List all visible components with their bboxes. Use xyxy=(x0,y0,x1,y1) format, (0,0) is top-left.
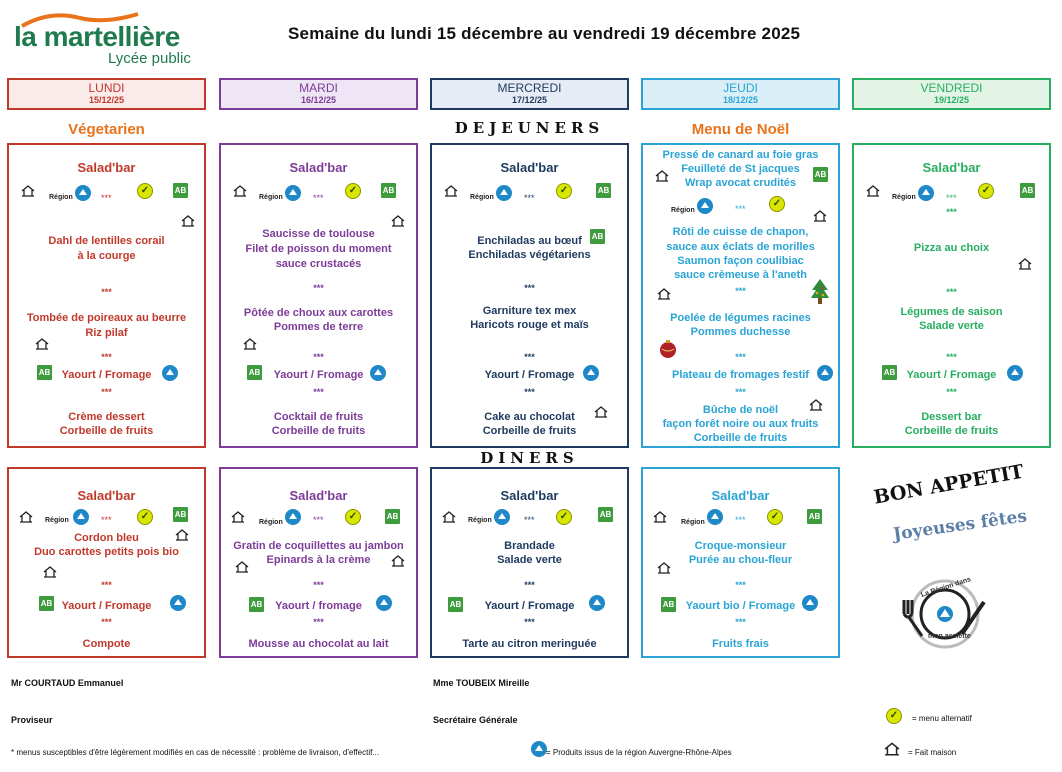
menu-item: Croque-monsieur xyxy=(694,540,787,552)
menu-item: sauce aux éclats de morilles xyxy=(666,241,815,253)
menu-item: Poelée de légumes racines xyxy=(670,312,811,324)
stars-separator: *** xyxy=(101,352,112,362)
homemade-icon xyxy=(21,185,35,197)
stars-separator: *** xyxy=(101,287,112,297)
day-name: MARDI xyxy=(299,81,338,95)
stars-separator: *** xyxy=(313,580,324,590)
menu-item: Rôti de cuisse de chapon, xyxy=(672,226,809,238)
menu-item: Feuilleté de St jacques xyxy=(681,163,800,175)
menu-item: Fruits frais xyxy=(712,638,769,650)
secretary-title: Secrétaire Générale xyxy=(433,715,518,725)
legend-homemade-icon xyxy=(884,742,900,756)
organic-ab-icon: AB xyxy=(596,183,611,198)
menu-item: Corbeille de fruits xyxy=(482,425,577,437)
menu-item: Crème dessert xyxy=(68,411,145,423)
stars-separator: *** xyxy=(735,352,746,362)
day-header-wednesday xyxy=(430,78,629,110)
menu-item: Salade verte xyxy=(919,320,984,332)
alternative-menu-icon: ✓ xyxy=(767,509,783,525)
menu-item: Yaourt / Fromage xyxy=(61,600,152,612)
menu-item: Salad'bar xyxy=(77,488,136,503)
stars-separator: *** xyxy=(313,515,324,525)
region-icon xyxy=(73,509,89,525)
menu-item: Plateau de fromages festif xyxy=(672,369,809,381)
stars-separator: *** xyxy=(946,287,957,297)
menu-item: Corbeille de fruits xyxy=(59,425,154,437)
region-icon xyxy=(697,198,713,214)
menu-item: Enchiladas au bœuf xyxy=(477,235,582,247)
region-dans-mon-assiette-badge xyxy=(902,576,988,652)
organic-ab-icon: AB xyxy=(448,597,463,612)
stars-separator: *** xyxy=(524,193,535,203)
stars-separator: *** xyxy=(735,617,746,627)
homemade-icon xyxy=(391,555,405,567)
legend-region-text: = Produits issus de la région Auvergne-Rhône-Alpes xyxy=(546,748,732,757)
stars-separator: *** xyxy=(524,283,535,293)
legend-region-icon xyxy=(531,741,547,757)
alternative-menu-icon: ✓ xyxy=(769,196,785,212)
homemade-icon xyxy=(391,215,405,227)
organic-ab-icon: AB xyxy=(598,507,613,522)
dinner-tuesday xyxy=(219,467,418,658)
menu-item: Salad'bar xyxy=(922,160,981,175)
menu-item: Garniture tex mex xyxy=(482,305,577,317)
organic-ab-icon: AB xyxy=(385,509,400,524)
region-icon xyxy=(817,365,833,381)
menu-item: Epinards à la crème xyxy=(266,554,371,566)
stars-separator: *** xyxy=(735,387,746,397)
lunch-tuesday xyxy=(219,143,418,448)
homemade-icon xyxy=(444,185,458,197)
menu-item: Yaourt / Fromage xyxy=(484,600,575,612)
menu-item: Pommes duchesse xyxy=(690,326,791,338)
day-header-thursday xyxy=(641,78,840,110)
alternative-menu-icon: ✓ xyxy=(137,183,153,199)
menu-item: Riz pilaf xyxy=(85,327,128,339)
homemade-icon xyxy=(43,566,57,578)
legend-homemade-text: = Fait maison xyxy=(908,748,957,757)
menu-item: Cocktail de fruits xyxy=(273,411,364,423)
stars-separator: *** xyxy=(101,387,112,397)
region-icon xyxy=(802,595,818,611)
menu-item: Haricots rouge et maïs xyxy=(470,319,589,331)
logo-name: la martellière xyxy=(14,21,180,52)
menu-item: Yaourt / Fromage xyxy=(273,369,364,381)
stars-separator: *** xyxy=(313,387,324,397)
logo-subtitle: Lycée public xyxy=(108,50,191,67)
legend-alternative-icon: ✓ xyxy=(886,708,902,724)
homemade-icon xyxy=(231,511,245,523)
menu-item: Salad'bar xyxy=(500,160,559,175)
menu-item: Yaourt bio / Fromage xyxy=(685,600,796,612)
stars-separator: *** xyxy=(524,352,535,362)
stars-separator: *** xyxy=(101,193,112,203)
lunch-friday xyxy=(852,143,1051,448)
region-icon xyxy=(370,365,386,381)
menu-item: Saumon façon coulibiac xyxy=(677,255,804,267)
homemade-icon xyxy=(1018,258,1032,270)
stars-separator: *** xyxy=(101,580,112,590)
stars-separator: *** xyxy=(313,352,324,362)
day-name: MERCREDI xyxy=(497,81,562,95)
bon-appetit: BON APPETIT xyxy=(872,460,1026,509)
region-icon xyxy=(285,185,301,201)
organic-ab-icon: AB xyxy=(249,597,264,612)
menu-item: à la courge xyxy=(77,250,136,262)
alternative-menu-icon: ✓ xyxy=(556,509,572,525)
menu-item: Salad'bar xyxy=(289,488,348,503)
menu-item: Corbeille de fruits xyxy=(271,425,366,437)
badge-top-text: La Région dans xyxy=(920,576,972,599)
stars-separator: *** xyxy=(735,204,746,214)
menu-item: Yaourt / Fromage xyxy=(484,369,575,381)
organic-ab-icon: AB xyxy=(1020,183,1035,198)
organic-ab-icon: AB xyxy=(882,365,897,380)
menu-item: Corbeille de fruits xyxy=(693,432,788,444)
menu-item: Purée au chou-fleur xyxy=(688,554,793,566)
dinner-thursday xyxy=(641,467,840,658)
homemade-icon xyxy=(657,288,671,300)
day-date: 19/12/25 xyxy=(933,95,970,105)
homemade-icon xyxy=(653,511,667,523)
proviseur-name: Mr COURTAUD Emmanuel xyxy=(11,678,124,688)
region-icon xyxy=(707,509,723,525)
organic-ab-icon: AB xyxy=(661,597,676,612)
day-date: 15/12/25 xyxy=(88,95,125,105)
menu-item: Duo carottes petits pois bio xyxy=(34,546,179,558)
menu-item: Salad'bar xyxy=(711,488,770,503)
day-name: JEUDI xyxy=(723,81,758,95)
region-text: Région xyxy=(49,194,73,201)
region-text: Région xyxy=(259,519,283,526)
stars-separator: *** xyxy=(735,580,746,590)
badge-bottom-text: mon assiette xyxy=(928,633,971,640)
week-title: Semaine du lundi 15 décembre au vendredi 19 décembre 2025 xyxy=(288,24,801,43)
homemade-icon xyxy=(243,338,257,350)
homemade-icon xyxy=(19,511,33,523)
menu-item: Yaourt / fromage xyxy=(275,600,362,612)
day-date: 16/12/25 xyxy=(300,95,337,105)
homemade-icon xyxy=(233,185,247,197)
lunch-thursday xyxy=(641,143,840,448)
menu-item: Gratin de coquillettes au jambon xyxy=(233,540,404,552)
menu-item: Dessert bar xyxy=(921,411,982,423)
stars-separator: *** xyxy=(946,387,957,397)
homemade-icon xyxy=(813,210,827,222)
footer-note: * menus susceptibles d'être légèrement modifiés en cas de nécessité : problème de livraison, d'effectif... xyxy=(11,748,379,757)
alternative-menu-icon: ✓ xyxy=(556,183,572,199)
homemade-icon xyxy=(181,215,195,227)
menu-item: Salad'bar xyxy=(500,488,559,503)
lunch-wednesday xyxy=(430,143,629,448)
menu-item: Salad'bar xyxy=(289,160,348,175)
menu-item: sauce crèmeuse à l'aneth xyxy=(674,269,807,281)
alternative-menu-icon: ✓ xyxy=(978,183,994,199)
menu-item: Yaourt / Fromage xyxy=(61,369,152,381)
joyeuses-fetes: Joyeuses fêtes xyxy=(892,506,1029,545)
alternative-menu-icon: ✓ xyxy=(345,509,361,525)
stars-separator: *** xyxy=(313,283,324,293)
menu-item: Tarte au citron meringuée xyxy=(462,638,597,650)
lunch-section-title: DEJEUNERS xyxy=(454,119,605,137)
secretary-name: Mme TOUBEIX Mireille xyxy=(433,678,530,688)
region-text: Région xyxy=(468,517,492,524)
menu-item: Filet de poisson du moment xyxy=(245,243,392,255)
day-name: LUNDI xyxy=(88,81,125,95)
stars-separator: *** xyxy=(524,617,535,627)
dinner-monday xyxy=(7,467,206,658)
region-icon xyxy=(75,185,91,201)
dinner-wednesday xyxy=(430,467,629,658)
day-header-friday xyxy=(852,78,1051,110)
region-text: Région xyxy=(892,194,916,201)
stars-separator: *** xyxy=(946,193,957,203)
stars-separator: *** xyxy=(101,515,112,525)
homemade-icon xyxy=(809,399,823,411)
organic-ab-icon: AB xyxy=(590,229,605,244)
region-icon xyxy=(496,185,512,201)
region-icon xyxy=(285,509,301,525)
menu-item: Saucisse de toulouse xyxy=(262,228,375,240)
stars-separator: *** xyxy=(524,387,535,397)
menu-item: Légumes de saison xyxy=(900,306,1003,318)
menu-item: Pôtée de choux aux carottes xyxy=(243,307,394,319)
homemade-icon xyxy=(655,170,669,182)
homemade-icon xyxy=(35,338,49,350)
stars-separator: *** xyxy=(946,207,957,217)
stars-separator: *** xyxy=(524,580,535,590)
organic-ab-icon: AB xyxy=(173,183,188,198)
legend-alternative-text: = menu alternatif xyxy=(912,714,972,723)
menu-item: Enchiladas végétariens xyxy=(468,249,591,261)
menu-item: Salade verte xyxy=(497,554,562,566)
menu-item: Corbeille de fruits xyxy=(904,425,999,437)
day-header-monday xyxy=(7,78,206,110)
region-text: Région xyxy=(259,194,283,201)
region-text: Région xyxy=(671,207,695,214)
region-icon xyxy=(1007,365,1023,381)
monday-theme: Végetarien xyxy=(68,121,145,138)
region-text: Région xyxy=(681,519,705,526)
dinner-section-title: DINERS xyxy=(480,449,579,467)
menu-item: Mousse au chocolat au lait xyxy=(248,638,389,650)
menu-item: Yaourt / Fromage xyxy=(906,369,997,381)
region-icon xyxy=(376,595,392,611)
day-name: VENDREDI xyxy=(920,81,983,95)
proviseur-title: Proviseur xyxy=(11,715,53,725)
homemade-icon xyxy=(235,561,249,573)
stars-separator: *** xyxy=(735,286,746,296)
organic-ab-icon: AB xyxy=(247,365,262,380)
organic-ab-icon: AB xyxy=(813,167,828,182)
region-icon xyxy=(583,365,599,381)
menu-item: Wrap avocat crudités xyxy=(684,177,797,189)
organic-ab-icon: AB xyxy=(37,365,52,380)
region-icon xyxy=(162,365,178,381)
homemade-icon xyxy=(657,562,671,574)
menu-item: Bûche de noël xyxy=(702,404,779,416)
day-date: 17/12/25 xyxy=(511,95,548,105)
stars-separator: *** xyxy=(313,193,324,203)
menu-item: sauce crustacés xyxy=(275,258,362,270)
organic-ab-icon: AB xyxy=(807,509,822,524)
day-header-tuesday xyxy=(219,78,418,110)
homemade-icon xyxy=(594,406,608,418)
organic-ab-icon: AB xyxy=(39,596,54,611)
stars-separator: *** xyxy=(946,352,957,362)
region-icon xyxy=(170,595,186,611)
homemade-icon xyxy=(866,185,880,197)
thursday-theme: Menu de Noël xyxy=(691,121,790,138)
stars-separator: *** xyxy=(524,515,535,525)
region-text: Région xyxy=(470,194,494,201)
stars-separator: *** xyxy=(735,515,746,525)
region-icon xyxy=(494,509,510,525)
lunch-monday xyxy=(7,143,206,448)
organic-ab-icon: AB xyxy=(173,507,188,522)
menu-item: façon forêt noire ou aux fruits xyxy=(662,418,819,430)
alternative-menu-icon: ✓ xyxy=(137,509,153,525)
menu-item: Tombée de poireaux au beurre xyxy=(26,312,187,324)
menu-item: Cordon bleu xyxy=(74,532,139,544)
stars-separator: *** xyxy=(313,617,324,627)
region-icon xyxy=(589,595,605,611)
menu-item: Compote xyxy=(82,638,131,650)
menu-item: Cake au chocolat xyxy=(484,411,575,423)
organic-ab-icon: AB xyxy=(381,183,396,198)
alternative-menu-icon: ✓ xyxy=(345,183,361,199)
homemade-icon xyxy=(442,511,456,523)
menu-item: Salad'bar xyxy=(77,160,136,175)
stars-separator: *** xyxy=(101,617,112,627)
day-date: 18/12/25 xyxy=(722,95,759,105)
menu-item: Pressé de canard au foie gras xyxy=(662,149,819,161)
region-icon xyxy=(918,185,934,201)
menu-item: Pizza au choix xyxy=(913,242,990,254)
menu-item: Brandade xyxy=(504,540,555,552)
region-text: Région xyxy=(45,517,69,524)
menu-item: Pommes de terre xyxy=(273,321,364,333)
menu-item: Dahl de lentilles corail xyxy=(48,235,165,247)
